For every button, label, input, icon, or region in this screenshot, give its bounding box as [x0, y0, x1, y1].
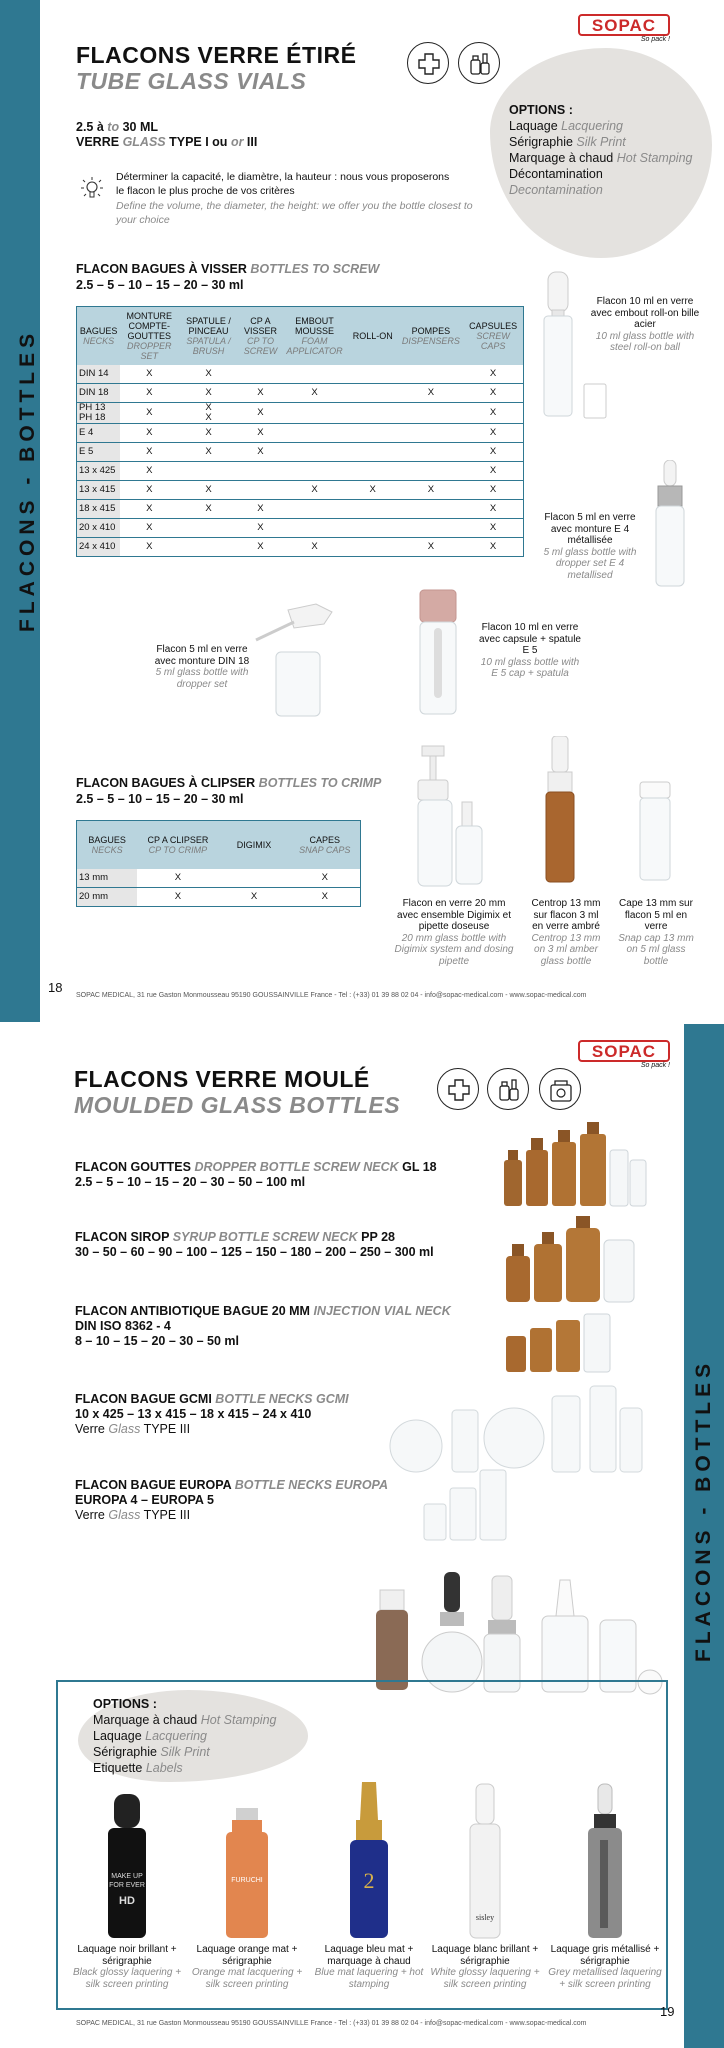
- table-cell: X: [282, 481, 346, 500]
- table-cell: [239, 481, 283, 500]
- table-cell: X: [120, 365, 178, 384]
- col-header: ROLL-ON: [347, 307, 399, 365]
- table-cell: [399, 519, 463, 538]
- table-row: [77, 481, 524, 500]
- crimp-section-sizes: 2.5 – 5 – 10 – 15 – 20 – 30 ml: [76, 792, 244, 806]
- digimix-caption: Flacon en verre 20 mm avec ensemble Digimix et pipette doseuse 20 mm glass bottle with Digimix system and dosing pipette: [394, 898, 514, 967]
- col-header: CAPES SNAP CAPS: [289, 821, 360, 869]
- neck-cell: E 5: [77, 443, 121, 462]
- table-cell: [282, 462, 346, 481]
- table-cell: X: [137, 869, 218, 888]
- table-cell: [347, 519, 399, 538]
- table-cell: X: [120, 462, 178, 481]
- neck-cell: 20 mm: [77, 888, 138, 907]
- table-cell: [399, 500, 463, 519]
- table-cell: X: [239, 403, 283, 424]
- svg-text:2: 2: [363, 1868, 375, 1893]
- info-text-en: Define the volume, the diameter, the height: we offer you the bottle closest to your choice: [116, 200, 473, 226]
- logo: [578, 1040, 670, 1069]
- page-number: 18: [48, 980, 63, 995]
- table-header-row: [77, 307, 524, 365]
- table-cell: X X: [178, 403, 238, 424]
- finish-black: MAKE UP FOR EVER HD Laquage noir brillant + sérigraphie Black glossy laquering + silk screen printing: [68, 1790, 186, 1990]
- crimp-section-title: FLACON BAGUES À CLIPSER BOTTLES TO CRIMP: [76, 776, 382, 790]
- table-cell: [239, 365, 283, 384]
- option-item: Laquage Lacquering: [509, 119, 624, 133]
- neck-cell: 18 x 415: [77, 500, 121, 519]
- neck-cell: DIN 14: [77, 365, 121, 384]
- table-row: [77, 519, 524, 538]
- svg-text:FOR EVER: FOR EVER: [109, 1882, 145, 1889]
- table-row: [77, 443, 524, 462]
- finish-white: sisley Laquage blanc brillant + sérigraphie White glossy laquering + silk screen printing: [426, 1780, 544, 1990]
- centrop-caption: Centrop 13 mm sur flacon 3 ml en verre ambré Centrop 13 mm on 3 ml amber glass bottle: [531, 898, 601, 967]
- table-row: [77, 500, 524, 519]
- table-cell: X: [239, 443, 283, 462]
- table-cell: X: [120, 403, 178, 424]
- option-item: Sérigraphie Silk Print: [509, 135, 626, 149]
- svg-text:HD: HD: [119, 1895, 135, 1907]
- table-cell: X: [463, 500, 523, 519]
- table-cell: X: [120, 481, 178, 500]
- snapcap-image: [636, 780, 676, 889]
- table-cell: [347, 424, 399, 443]
- svg-text:sisley: sisley: [475, 1913, 495, 1922]
- page-title: FLACONS VERRE ÉTIRÉ: [76, 42, 357, 68]
- table-cell: [282, 500, 346, 519]
- table-row: [77, 538, 524, 557]
- svg-text:MAKE UP: MAKE UP: [111, 1873, 143, 1880]
- rollon-caption: Flacon 10 ml en verre avec embout roll-on bille acier 10 ml glass bottle with steel roll-on ball: [590, 296, 700, 353]
- col-header: DIGIMIX: [218, 821, 289, 869]
- page-subtitle: MOULDED GLASS BOTTLES: [74, 1092, 401, 1118]
- table-cell: X: [463, 519, 523, 538]
- table-cell: X: [289, 888, 360, 907]
- table-cell: X: [463, 403, 523, 424]
- europa-clear-bottles-image: [420, 1464, 510, 1549]
- options-panel: [93, 1696, 313, 1776]
- glass-type-line: VERRE GLASS TYPE I ou or III: [76, 135, 258, 149]
- table-row: [77, 888, 361, 907]
- cert-icon-medical: [437, 1068, 479, 1110]
- sidebar-left-label: FLACONS - BOTTLES: [16, 328, 39, 632]
- table-cell: X: [239, 538, 283, 557]
- table-cell: X: [463, 365, 523, 384]
- din18-caption: Flacon 5 ml en verre avec monture DIN 18 5 ml glass bottle with dropper set: [154, 644, 250, 690]
- table-cell: [347, 538, 399, 557]
- table-cell: X: [120, 538, 178, 557]
- page-19: [0, 1024, 724, 2048]
- table-row: [77, 424, 524, 443]
- table-cell: X: [239, 500, 283, 519]
- col-header: POMPES DISPENSERS: [399, 307, 463, 365]
- grey-bottle-image: [546, 1780, 664, 1940]
- table-header-row: [77, 821, 361, 869]
- cert-icon-medical: [407, 42, 449, 84]
- info-text-fr: Déterminer la capacité, le diamètre, la hauteur : nous vous proposerons le flacon le plus proche de vos critères: [116, 171, 450, 197]
- footer: SOPAC MEDICAL, 31 rue Gaston Monmousseau 95190 GOUSSAINVILLE France - Tel : (+33) 01 39 88 02 04 - info@sopac-medical.com - www.sopac-medical.com: [76, 992, 587, 999]
- table-cell: [282, 424, 346, 443]
- table-cell: X: [399, 538, 463, 557]
- product-syrup: FLACON SIROP SYRUP BOTTLE SCREW NECK PP 28 30 – 50 – 60 – 90 – 100 – 125 – 150 – 180 – 200 – 250 – 300 ml: [75, 1230, 434, 1259]
- col-header: BAGUES NECKS: [77, 307, 121, 365]
- table-cell: [399, 403, 463, 424]
- table-cell: X: [463, 538, 523, 557]
- col-header: SPATULE / PINCEAU SPATULA / BRUSH: [178, 307, 238, 365]
- option-item: Marquage à chaud Hot Stamping: [509, 151, 693, 165]
- table-cell: [178, 519, 238, 538]
- col-header: CP A CLIPSER CP TO CRIMP: [137, 821, 218, 869]
- table-cell: X: [137, 888, 218, 907]
- option-item: Marquage à chaud Hot Stamping: [93, 1713, 277, 1727]
- option-item: Sérigraphie Silk Print: [93, 1745, 210, 1759]
- option-item: Decontamination: [509, 183, 603, 197]
- table-cell: [178, 462, 238, 481]
- page-subtitle: TUBE GLASS VIALS: [76, 68, 307, 94]
- capacity-line: 2.5 à to 30 ML: [76, 120, 159, 134]
- product-dropper: FLACON GOUTTES DROPPER BOTTLE SCREW NECK GL 18 2.5 – 5 – 10 – 15 – 20 – 30 – 50 – 100 ml: [75, 1160, 437, 1189]
- e5-spatula-image: [416, 588, 460, 723]
- finish-blue: 2 Laquage bleu mat + marquage à chaud Blue mat laquering + hot stamping: [310, 1780, 428, 1990]
- neck-cell: 13 x 415: [77, 481, 121, 500]
- cert-icon-pharma: [487, 1068, 529, 1110]
- neck-cell: 13 mm: [77, 869, 138, 888]
- table-row: [77, 869, 361, 888]
- crimp-neck-table: [76, 820, 361, 907]
- table-cell: [347, 462, 399, 481]
- e4-dropper-image: [652, 460, 688, 595]
- neck-cell: 20 x 410: [77, 519, 121, 538]
- table-cell: [399, 365, 463, 384]
- logo: [578, 14, 670, 43]
- option-item: Etiquette Labels: [93, 1761, 183, 1775]
- cert-icon-pharma: [458, 42, 500, 84]
- logo-mark: SOPAC: [578, 1040, 670, 1062]
- finish-orange: FURUCHI Laquage orange mat + sérigraphie Orange mat lacquering + silk screen printing: [188, 1790, 306, 1990]
- table-cell: X: [399, 481, 463, 500]
- table-cell: X: [178, 424, 238, 443]
- logo-mark: SOPAC: [578, 14, 670, 36]
- table-cell: X: [178, 443, 238, 462]
- page-18: [0, 0, 724, 1022]
- table-cell: X: [120, 424, 178, 443]
- options-title: OPTIONS :: [509, 103, 573, 117]
- table-cell: X: [463, 481, 523, 500]
- table-cell: [399, 462, 463, 481]
- table-cell: X: [178, 365, 238, 384]
- cert-icon-cosmetic: [539, 1068, 581, 1110]
- option-item: Laquage Lacquering: [93, 1729, 208, 1743]
- table-cell: [282, 443, 346, 462]
- page-number: 19: [660, 2004, 675, 2019]
- table-row: [77, 384, 524, 403]
- footer: SOPAC MEDICAL, 31 rue Gaston Monmousseau 95190 GOUSSAINVILLE France - Tel : (+33) 01 39 88 02 04 - info@sopac-medical.com - www.sopac-medical.com: [76, 2020, 587, 2027]
- neck-cell: DIN 18: [77, 384, 121, 403]
- col-header: BAGUES NECKS: [77, 821, 138, 869]
- col-header: MONTURE COMPTE-GOUTTES DROPPER SET: [120, 307, 178, 365]
- col-header: CAPSULES SCREW CAPS: [463, 307, 523, 365]
- option-item: Décontamination: [509, 167, 603, 181]
- table-cell: [347, 384, 399, 403]
- table-cell: X: [178, 481, 238, 500]
- screw-neck-table: [76, 306, 524, 557]
- table-cell: X: [178, 500, 238, 519]
- table-cell: X: [120, 384, 178, 403]
- col-header: CP A VISSER CP TO SCREW: [239, 307, 283, 365]
- table-cell: X: [120, 443, 178, 462]
- table-cell: X: [120, 519, 178, 538]
- sidebar-right-label: FLACONS - BOTTLES: [692, 1358, 715, 1662]
- table-cell: [178, 538, 238, 557]
- screw-section-sizes: 2.5 – 5 – 10 – 15 – 20 – 30 ml: [76, 278, 244, 292]
- finish-grey: Laquage gris métallisé + sérigraphie Grey metallised laquering + silk screen printing: [546, 1780, 664, 1990]
- table-cell: [399, 443, 463, 462]
- product-europa: FLACON BAGUE EUROPA BOTTLE NECKS EUROPA EUROPA 4 – EUROPA 5 Verre Glass TYPE III: [75, 1478, 388, 1522]
- options-title: OPTIONS :: [93, 1697, 157, 1711]
- e5-caption: Flacon 10 ml en verre avec capsule + spatule E 5 10 ml glass bottle with E 5 cap + spatula: [478, 622, 581, 679]
- table-cell: X: [282, 384, 346, 403]
- table-cell: X: [239, 424, 283, 443]
- table-cell: [347, 365, 399, 384]
- table-cell: [347, 443, 399, 462]
- table-cell: X: [463, 443, 523, 462]
- black-bottle-image: [68, 1790, 186, 1940]
- white-bottle-image: [426, 1780, 544, 1940]
- digimix-image: [412, 742, 492, 897]
- e4-caption: Flacon 5 ml en verre avec monture E 4 métallisée 5 ml glass bottle with dropper set E 4 metallised: [543, 512, 637, 581]
- col-header: EMBOUT MOUSSE FOAM APPLICATOR: [282, 307, 346, 365]
- table-cell: X: [282, 538, 346, 557]
- table-cell: X: [239, 384, 283, 403]
- neck-cell: 13 x 425: [77, 462, 121, 481]
- table-cell: [347, 500, 399, 519]
- options-panel: [509, 102, 709, 198]
- table-cell: X: [289, 869, 360, 888]
- table-cell: [347, 403, 399, 424]
- page-title: FLACONS VERRE MOULÉ: [74, 1066, 370, 1092]
- orange-bottle-image: [188, 1790, 306, 1940]
- product-gcmi: FLACON BAGUE GCMI BOTTLE NECKS GCMI 10 x 425 – 13 x 415 – 18 x 415 – 24 x 410 Verre Glass TYPE III: [75, 1392, 349, 1436]
- centrop-amber-image: [540, 736, 580, 891]
- table-cell: [282, 403, 346, 424]
- neck-cell: PH 13 PH 18: [77, 403, 121, 424]
- table-row: [77, 403, 524, 424]
- table-cell: [399, 424, 463, 443]
- blue-bottle-image: [310, 1780, 428, 1940]
- product-antibiotic: FLACON ANTIBIOTIQUE BAGUE 20 MM INJECTION VIAL NECK DIN ISO 8362 - 4 8 – 10 – 15 – 20 – 30 – 50 ml: [75, 1304, 451, 1348]
- table-row: [77, 462, 524, 481]
- table-row: [77, 365, 524, 384]
- neck-cell: 24 x 410: [77, 538, 121, 557]
- table-cell: [282, 519, 346, 538]
- logo-tagline: So pack !: [640, 1062, 670, 1069]
- table-cell: X: [178, 384, 238, 403]
- table-cell: X: [347, 481, 399, 500]
- table-cell: X: [218, 888, 289, 907]
- lightbulb-icon: [80, 175, 104, 212]
- amber-syrup-bottles-image: [504, 1210, 644, 1311]
- table-cell: [282, 365, 346, 384]
- table-cell: X: [399, 384, 463, 403]
- table-cell: X: [463, 462, 523, 481]
- table-cell: X: [463, 384, 523, 403]
- snapcap-caption: Cape 13 mm sur flacon 5 ml en verre Snap cap 13 mm on 5 ml glass bottle: [618, 898, 694, 967]
- amber-dropper-bottles-image: [500, 1120, 650, 1215]
- neck-cell: E 4: [77, 424, 121, 443]
- table-cell: [239, 462, 283, 481]
- screw-section-title: FLACON BAGUES À VISSER BOTTLES TO SCREW: [76, 262, 380, 276]
- logo-tagline: So pack !: [640, 36, 670, 43]
- table-cell: X: [120, 500, 178, 519]
- table-cell: X: [463, 424, 523, 443]
- table-cell: [218, 869, 289, 888]
- svg-text:FURUCHI: FURUCHI: [231, 1877, 263, 1884]
- table-cell: X: [239, 519, 283, 538]
